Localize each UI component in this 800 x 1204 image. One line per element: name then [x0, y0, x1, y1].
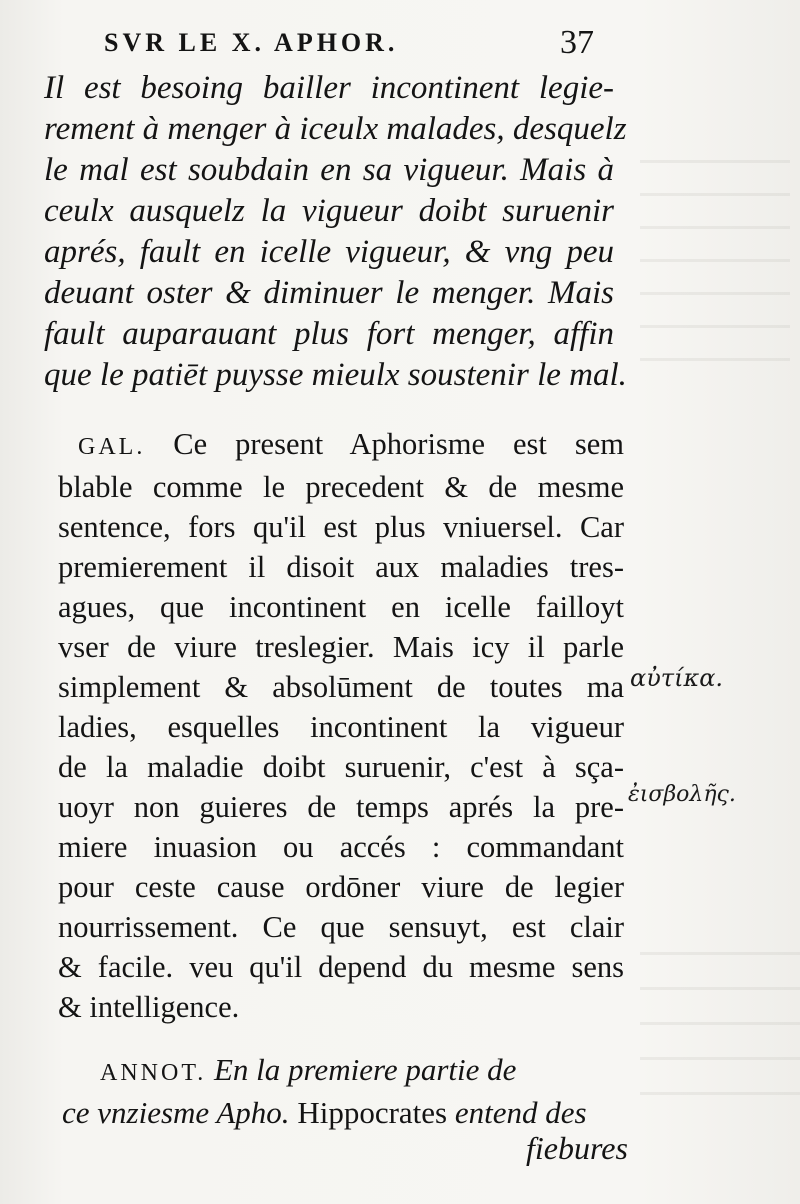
- show-through-bleed: [640, 130, 790, 390]
- commentary-line: & facile. veu qu'il depend du mesme sens: [58, 950, 624, 984]
- aphorism-line: fault auparauant plus fort menger, affin: [44, 316, 614, 352]
- commentary-line: vser de viure treslegier. Mais icy il parle: [58, 630, 624, 664]
- commentary-line: pour ceste cause ordōner viure de legier: [58, 870, 624, 904]
- aphorism-line: rement à menger à iceulx malades, desquelz: [44, 111, 627, 147]
- commentary-line: & intelligence.: [58, 990, 240, 1024]
- running-head: SVR LE X. APHOR.: [104, 28, 399, 57]
- aphorism-line: deuant oster & diminuer le menger. Mais: [44, 275, 614, 311]
- aphorism-line: aprés, fault en icelle vigueur, & vng peu: [44, 234, 614, 270]
- galen-commentary: [58, 424, 624, 1027]
- commentary-line: nourrissement. Ce que sensuyt, est clair: [58, 910, 624, 944]
- commentary-line: simplement & absolūment de toutes ma: [58, 670, 624, 704]
- commentary-line: premierement il disoit aux maladies tres-: [58, 550, 624, 584]
- commentary-line: blable comme le precedent & de mesme: [58, 470, 624, 504]
- commentary-line: sentence, fors qu'il est plus vniuersel. Car: [58, 510, 624, 544]
- margin-note-greek: αὐτίκα.: [630, 664, 724, 692]
- commentary-line: de la maladie doibt suruenir, c'est à sça-: [58, 750, 624, 784]
- commentary-line: uoyr non guieres de temps aprés la pre-: [58, 790, 624, 824]
- gal-label: GAL.: [78, 434, 146, 460]
- annotation: [62, 1050, 620, 1133]
- annot-label: ANNOT.: [100, 1060, 207, 1086]
- commentary-line: GAL. Ce present Aphorisme est sem: [78, 427, 624, 461]
- page-number: 37: [560, 24, 594, 61]
- catchword: fiebures: [526, 1130, 628, 1166]
- aphorism-line: le mal est soubdain en sa vigueur. Mais à: [44, 152, 614, 188]
- aphorism-line: Il est besoing bailler incontinent legie-: [44, 70, 614, 106]
- annotation-line: ce vnziesme Apho. Hippocrates entend des: [62, 1095, 587, 1130]
- commentary-line: agues, que incontinent en icelle failloyt: [58, 590, 624, 624]
- aphorism-line: que le patiēt puysse mieulx soustenir le mal.: [44, 357, 627, 393]
- margin-note-greek: ἐισβολῆς.: [628, 782, 736, 807]
- annotation-line: ANNOT. En la premiere partie de: [100, 1052, 517, 1087]
- aphorism-line: ceulx ausquelz la vigueur doibt suruenir: [44, 193, 614, 229]
- aphorism-text: [44, 68, 627, 396]
- commentary-line: ladies, esquelles incontinent la vigueur: [58, 710, 624, 744]
- commentary-line: miere inuasion ou accés : commandant: [58, 830, 624, 864]
- show-through-bleed-lower: [640, 920, 800, 1120]
